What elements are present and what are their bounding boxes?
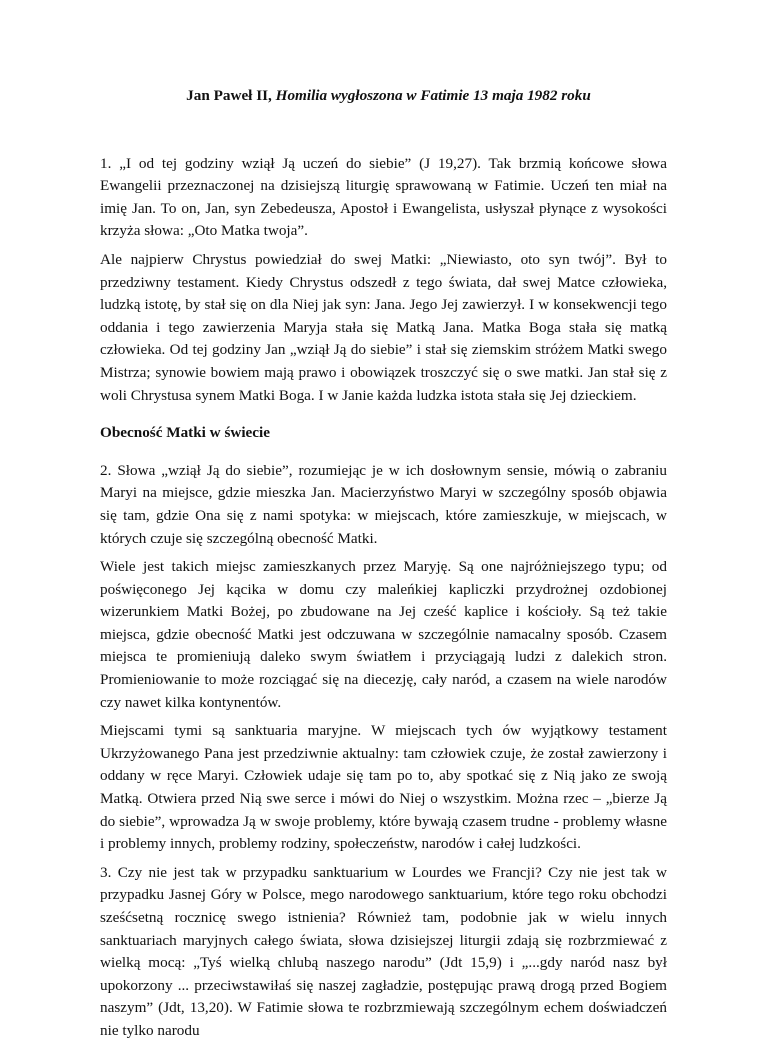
- paragraph-6: 3. Czy nie jest tak w przypadku sanktuarium w Lourdes we Francji? Czy nie jest tak w przypadku Jasnej Góry w Polsce, mego narodowego sanktuarium, które tego roku obchodzi sześćsetną rocznicę swego istnienia? Również tam, podobnie jak w wielu innych sanktuariach maryjnych całego świata, słowa dzisiejszej liturgii zdają się rozbrzmiewać z wielką mocą: „Tyś wielką chlubą naszego narodu” (Jdt 15,9) i „...gdy naród nasz był upokorzony ... przeciwstawiłaś się naszej zagładzie, postępując prawą drogą przed Bogiem naszym” (Jdt, 13,20). W Fatimie słowa te rozbrzmiewają szczególnym echem doświadczeń nie tylko narodu: [100, 863, 667, 1039]
- section-heading: Obecność Matki w świecie: [100, 424, 270, 442]
- paragraph-2: Ale najpierw Chrystus powiedział do swej Matki: „Niewiasto, oto syn twój”. Był to przedziwny testament. Kiedy Chrystus odszedł z tego świata, dał swej Matce człowieka, ludzką istotę, by stał się on dla Niej jak syn: Jana. Jego Jej zawierzył. I w konsekwencji tego oddania i tego zawierzenia Maryja stała się Matką Jana. Matka Boga stała się matką człowieka. Od tej godziny Jan „wziął Ją do siebie” i stał się ziemskim stróżem Matki swego Mistrza; synowie bowiem mają prawo i obowiązek troszczyć się o swe matki. Jan stał się z woli Chrystusa synem Matki Boga. I w Janie każda ludzka istota stała się Jej dzieckiem.: [100, 250, 667, 404]
- paragraph-4: Wiele jest takich miejsc zamieszkanych przez Maryję. Są one najróżniejszego typu; od poświęconego Jej kącika w domu czy maleńkiej kapliczki przydrożnej ozdobionej wizerunkiem Matki Bożej, po zbudowane na Jej cześć kaplice i kościoły. Są też takie miejsca, gdzie obecność Matki jest odczuwana w szczególnie namacalny sposób. Czasem miejsca te promieniują daleko swym światłem i przyciągają ludzi z dalekich stron. Promieniowanie to może rozciągać się na diecezję, cały naród, a czasem na wiele narodów czy nawet kilka kontynentów.: [100, 558, 667, 711]
- paragraph-3: 2. Słowa „wziął Ją do siebie”, rozumiejąc je w ich dosłownym sensie, mówią o zabraniu Maryi na miejsce, gdzie mieszka Jan. Macierzyństwo Maryi w szczególny sposób objawia się tam, gdzie Ona się z nami spotyka: w miejscach, które zamieszkuje, w miejscach, w których czuje się szczególną obecność Matki.: [100, 461, 667, 547]
- header-author: Jan Paweł II,: [186, 87, 276, 104]
- header-title: Homilia wygłoszona w Fatimie 13 maja 1982 roku: [275, 87, 591, 104]
- document-header: [100, 85, 667, 108]
- paragraph-1: 1. „I od tej godziny wziął Ją uczeń do siebie” (J 19,27). Tak brzmią końcowe słowa Ewangelii przeznaczonej na dzisiejszą liturgię sprawowaną w Fatimie. Uczeń ten miał na imię Jan. To on, Jan, syn Zebedeusza, Apostoł i Ewangelista, usłyszał płynące z wysokości krzyża słowa: „Oto Matka twoja”.: [100, 154, 667, 240]
- paragraph-5: Miejscami tymi są sanktuaria maryjne. W miejscach tych ów wyjątkowy testament Ukrzyżowanego Pana jest przedziwnie aktualny: tam człowiek czuje, że został zawierzony i oddany w ręce Maryi. Człowiek udaje się tam po to, aby spotkać się z Nią jako ze swoją Matką. Otwiera przed Nią swe serce i mówi do Niej o wszystkim. Można rzec – „bierze Ją do siebie”, wprowadza Ją w swoje problemy, które bywają czasem trudne - problemy własne i problemy innych, problemy rodziny, społeczeństw, narodów i całej ludzkości.: [100, 722, 667, 853]
